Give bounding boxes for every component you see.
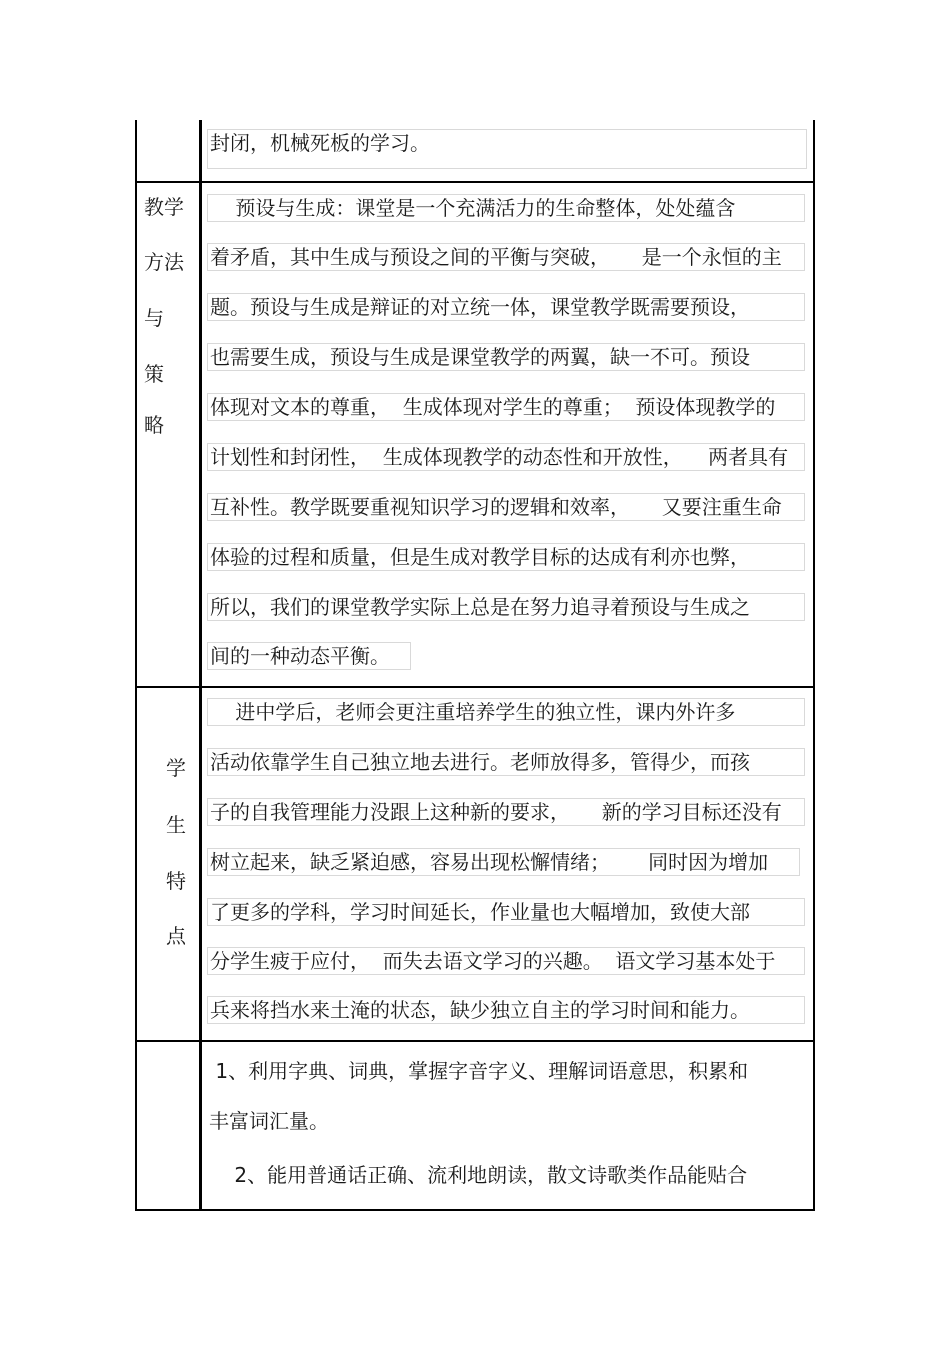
table-right-border	[813, 120, 815, 1211]
label-char: 策	[144, 362, 164, 386]
label-char: 教学	[144, 195, 184, 219]
label-char: 点	[166, 924, 186, 948]
row-divider-2	[135, 686, 815, 688]
text-line: 了更多的学科，学习时间延长，作业量也大幅增加，致使大部	[207, 898, 805, 926]
label-char: 学	[166, 756, 186, 780]
text-line: 也需要生成，预设与生成是课堂教学的两翼，缺一不可。预设	[207, 343, 805, 371]
text-line: 所以，我们的课堂教学实际上总是在努力追寻着预设与生成之	[207, 593, 805, 621]
label-char: 略	[144, 413, 164, 437]
text-line: 子的自我管理能力没跟上这种新的要求， 新的学习目标还没有	[207, 798, 805, 826]
text-line: 树立起来，缺乏紧迫感，容易出现松懈情绪； 同时因为增加	[207, 848, 800, 876]
text-line: 预设与生成：课堂是一个充满活力的生命整体，处处蕴含	[207, 194, 805, 222]
text-line: 1、利用字典、词典，掌握字音字义、理解词语意思，积累和	[209, 1059, 749, 1083]
row-divider-1	[135, 181, 815, 183]
text-line: 着矛盾，其中生成与预设之间的平衡与突破， 是一个永恒的主	[207, 243, 805, 271]
text-line: 进中学后，老师会更注重培养学生的独立性，课内外许多	[207, 698, 805, 726]
text-line: 丰富词汇量。	[209, 1109, 329, 1133]
text-line: 活动依靠学生自己独立地去进行。老师放得多，管得少，而孩	[207, 748, 805, 776]
table-bottom-border	[135, 1209, 815, 1211]
label-char: 与	[144, 306, 164, 330]
text-line: 计划性和封闭性， 生成体现教学的动态性和开放性， 两者具有	[207, 443, 805, 471]
text-line: 兵来将挡水来土淹的状态，缺少独立自主的学习时间和能力。	[207, 996, 805, 1024]
label-char: 生	[166, 813, 186, 837]
row-divider-3	[135, 1040, 815, 1042]
label-char: 特	[166, 869, 186, 893]
label-char: 方法	[144, 250, 184, 274]
text-line: 分学生疲于应付， 而失去语文学习的兴趣。 语文学习基本处于	[207, 947, 805, 975]
table-left-border	[135, 120, 137, 1211]
table-column-divider	[199, 120, 202, 1211]
text-line: 互补性。教学既要重视知识学习的逻辑和效率， 又要注重生命	[207, 493, 805, 521]
text-line: 2、能用普通话正确、流利地朗读，散文诗歌类作品能贴合	[209, 1163, 748, 1187]
continuation-line: 封闭，机械死板的学习。	[207, 129, 807, 169]
text-line: 体验的过程和质量，但是生成对教学目标的达成有利亦也弊，	[207, 543, 805, 571]
text-line: 体现对文本的尊重， 生成体现对学生的尊重； 预设体现教学的	[207, 393, 805, 421]
text-line: 间的一种动态平衡。	[207, 642, 411, 670]
text-line: 题。预设与生成是辩证的对立统一体，课堂教学既需要预设，	[207, 293, 805, 321]
